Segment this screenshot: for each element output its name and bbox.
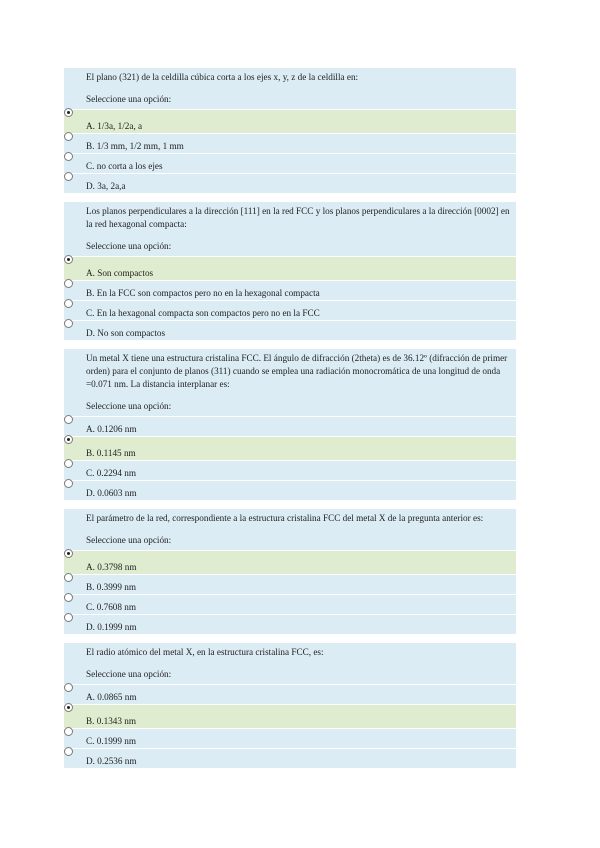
question-text-block <box>64 349 516 416</box>
answer-option[interactable] <box>64 614 516 634</box>
quiz-container <box>64 68 516 777</box>
answer-option[interactable] <box>64 173 516 193</box>
option-label: B. 0.1145 nm <box>86 448 136 458</box>
question-text-block <box>64 643 516 684</box>
radio-button[interactable] <box>64 319 73 328</box>
option-label: D. 3a, 2a,a <box>86 181 126 191</box>
answer-option[interactable] <box>64 550 516 574</box>
radio-button[interactable] <box>64 459 73 468</box>
radio-button[interactable] <box>64 573 73 582</box>
answer-option[interactable] <box>64 574 516 594</box>
answer-option[interactable] <box>64 684 516 704</box>
option-label: B. En la FCC son compactos pero no en la hexagonal compacta <box>86 288 320 298</box>
option-label: C. 0.7608 nm <box>86 602 137 612</box>
radio-button[interactable] <box>64 415 73 424</box>
answer-option[interactable] <box>64 748 516 768</box>
radio-button[interactable] <box>64 279 73 288</box>
answer-option[interactable] <box>64 480 516 500</box>
question-2 <box>64 202 516 340</box>
radio-button[interactable] <box>64 132 73 141</box>
answer-option[interactable] <box>64 320 516 340</box>
select-option-prompt: Seleccione una opción: <box>86 669 172 679</box>
option-label: D. No son compactos <box>86 328 166 338</box>
answer-option[interactable] <box>64 594 516 614</box>
answer-option[interactable] <box>64 704 516 728</box>
radio-button[interactable] <box>64 152 73 161</box>
radio-button[interactable] <box>64 727 73 736</box>
radio-button[interactable] <box>64 108 73 117</box>
question-text: El radio atómico del metal X, en la estructura cristalina FCC, es: <box>86 647 324 657</box>
question-text-block <box>64 202 516 256</box>
answer-option[interactable] <box>64 300 516 320</box>
answer-option[interactable] <box>64 256 516 280</box>
question-1 <box>64 68 516 193</box>
option-label: A. Son compactos <box>86 268 154 278</box>
option-label: A. 1/3a, 1/2a, a <box>86 121 143 131</box>
question-5 <box>64 643 516 768</box>
option-label: C. 0.1999 nm <box>86 736 137 746</box>
radio-button[interactable] <box>64 703 73 712</box>
answer-option[interactable] <box>64 436 516 460</box>
option-label: B. 0.3999 nm <box>86 582 137 592</box>
option-label: D. 0.2536 nm <box>86 756 137 766</box>
radio-button[interactable] <box>64 172 73 181</box>
radio-button[interactable] <box>64 747 73 756</box>
answer-option[interactable] <box>64 133 516 153</box>
question-text: El plano (321) de la celdilla cúbica corta a los ejes x, y, z de la celdilla en: <box>86 72 359 82</box>
question-text: El parámetro de la red, correspondiente a la estructura cristalina FCC del metal X de la pregunta anterior es: <box>86 513 484 523</box>
option-label: B. 0.1343 nm <box>86 716 137 726</box>
answer-option[interactable] <box>64 109 516 133</box>
option-label: D. 0.0603 nm <box>86 488 137 498</box>
answer-option[interactable] <box>64 153 516 173</box>
question-3 <box>64 349 516 500</box>
option-label: C. En la hexagonal compacta son compactos pero no en la FCC <box>86 308 320 318</box>
option-label: A. 0.3798 nm <box>86 562 137 572</box>
select-option-prompt: Seleccione una opción: <box>86 94 172 104</box>
question-text-block <box>64 509 516 550</box>
select-option-prompt: Seleccione una opción: <box>86 401 172 411</box>
radio-button[interactable] <box>64 593 73 602</box>
radio-button[interactable] <box>64 435 73 444</box>
radio-button[interactable] <box>64 613 73 622</box>
radio-button[interactable] <box>64 683 73 692</box>
answer-option[interactable] <box>64 416 516 436</box>
question-text-block <box>64 68 516 109</box>
radio-button[interactable] <box>64 299 73 308</box>
option-label: C. 0.2294 nm <box>86 468 137 478</box>
radio-button[interactable] <box>64 479 73 488</box>
question-text: Los planos perpendiculares a la dirección [111] en la red FCC y los planos perpendiculares a la dirección [0002] en la red hexagonal compacta: <box>86 206 510 229</box>
answer-option[interactable] <box>64 728 516 748</box>
radio-button[interactable] <box>64 255 73 264</box>
select-option-prompt: Seleccione una opción: <box>86 241 172 251</box>
option-label: A. 0.0865 nm <box>86 692 137 702</box>
option-label: D. 0.1999 nm <box>86 622 137 632</box>
option-label: C. no corta a los ejes <box>86 161 163 171</box>
question-4 <box>64 509 516 634</box>
answer-option[interactable] <box>64 460 516 480</box>
option-label: A. 0.1206 nm <box>86 424 137 434</box>
select-option-prompt: Seleccione una opción: <box>86 535 172 545</box>
radio-button[interactable] <box>64 549 73 558</box>
question-text: Un metal X tiene una estructura cristalina FCC. El ángulo de difracción (2theta) es de 36.12º (difracción de primer orden) para el conjunto de planos (311) cuando se emplea una radiación monocromática de una longitud de onda =0.071 nm. La distancia interplanar es: <box>86 353 508 389</box>
option-label: B. 1/3 mm, 1/2 mm, 1 mm <box>86 141 184 151</box>
answer-option[interactable] <box>64 280 516 300</box>
